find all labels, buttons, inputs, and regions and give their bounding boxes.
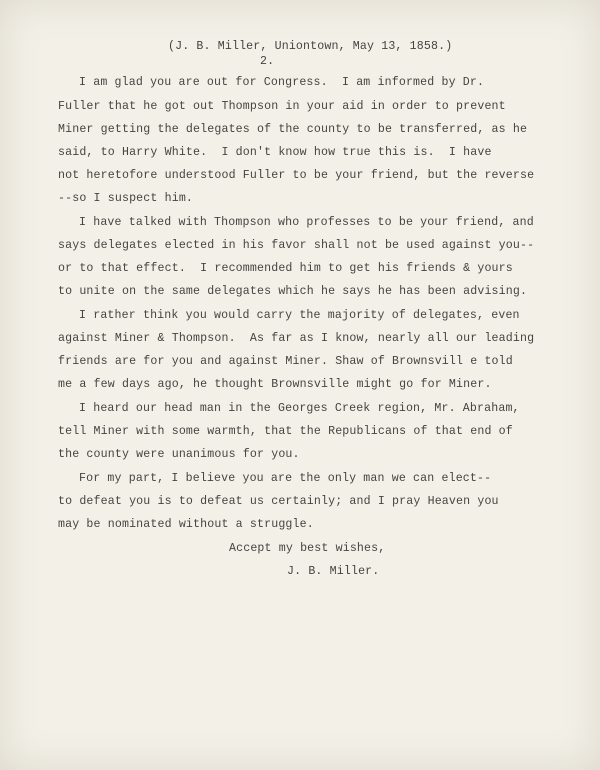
body-line: I have talked with Thompson who professes to be your friend, and <box>79 216 534 229</box>
body-line: may be nominated without a struggle. <box>58 518 314 531</box>
body-line: tell Miner with some warmth, that the Republicans of that end of <box>58 425 513 438</box>
body-line: or to that effect. I recommended him to get his friends & yours <box>58 262 513 275</box>
body-line: to unite on the same delegates which he says he has been advising. <box>58 285 528 298</box>
body-line: to defeat you is to defeat us certainly; and I pray Heaven you <box>58 495 499 508</box>
body-line: I am glad you are out for Congress. I am informed by Dr. <box>79 76 485 89</box>
body-line: not heretofore understood Fuller to be your friend, but the reverse <box>58 169 535 182</box>
body-line: I rather think you would carry the majority of delegates, even <box>79 309 520 322</box>
letter-heading: (J. B. Miller, Uniontown, May 13, 1858.) <box>168 40 453 53</box>
body-line: I heard our head man in the Georges Creek region, Mr. Abraham, <box>79 402 520 415</box>
body-line: against Miner & Thompson. As far as I know, nearly all our leading <box>58 332 535 345</box>
body-line: For my part, I believe you are the only man we can elect-- <box>79 472 492 485</box>
closing: Accept my best wishes, <box>229 542 386 555</box>
body-line: says delegates elected in his favor shall not be used against you-- <box>58 239 535 252</box>
page-number: 2. <box>260 55 275 68</box>
body-line: the county were unanimous for you. <box>58 448 300 461</box>
body-line: Miner getting the delegates of the county to be transferred, as he <box>58 123 528 136</box>
body-line: me a few days ago, he thought Brownsville might go for Miner. <box>58 378 492 391</box>
body-line: said, to Harry White. I don't know how true this is. I have <box>58 146 492 159</box>
signature: J. B. Miller. <box>287 565 380 578</box>
body-line: --so I suspect him. <box>58 192 194 205</box>
body-line: friends are for you and against Miner. Shaw of Brownsvill e told <box>58 355 513 368</box>
body-line: Fuller that he got out Thompson in your aid in order to prevent <box>58 100 506 113</box>
